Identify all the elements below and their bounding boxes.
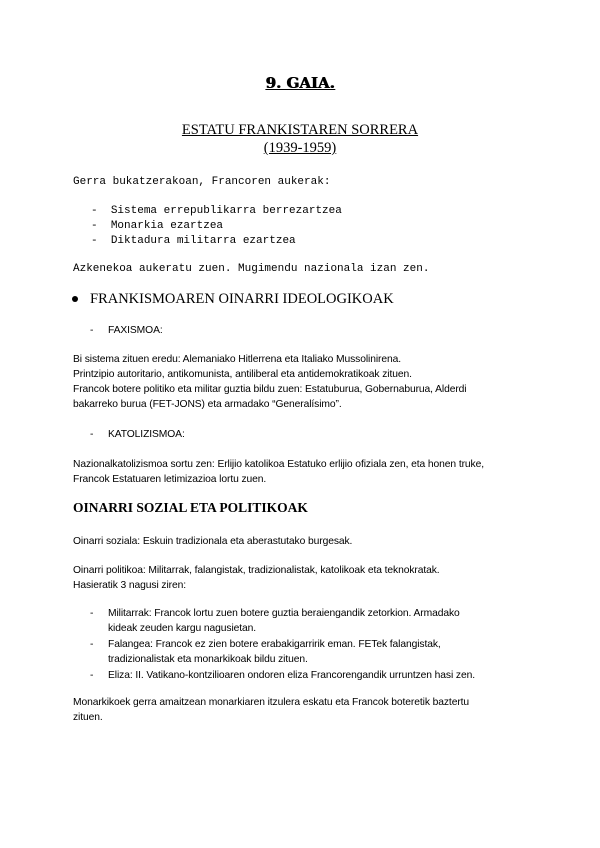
bullet-icon — [72, 296, 78, 302]
list-item: - Falangea: Francok ez zien botere erabakigarririk eman. FETek falangistak, tradizionalistak eta monarkikoak bildu zituen. — [90, 639, 441, 665]
monarchists-paragraph: Monarkikoek gerra amaitzean monarkiaren itzulera eskatu eta Francok boteretik baztertu zituen. — [73, 697, 470, 723]
ideology-heading-text: FRANKISMOAREN OINARRI IDEOLOGIKOAK — [90, 291, 394, 307]
chosen-text: Azkenekoa aukeratu zuen. Mugimendu nazionala izan zen. — [73, 263, 430, 275]
list-item: - Monarkia ezartzea — [91, 220, 224, 232]
list-item: - Diktadura militarra ezartzea — [91, 235, 296, 247]
dash: - — [90, 325, 94, 336]
groups-list — [90, 606, 530, 684]
list-item: - Eliza: II. Vatikano-kontzilioaren ondoren eliza Francorengandik urruntzen hasi zen. — [90, 670, 475, 681]
social-base-text: Oinarri soziala: Eskuin tradizionala eta aberastutako burgesak. — [73, 536, 353, 547]
dash: - — [91, 220, 98, 232]
options-list — [91, 204, 342, 249]
ideology-heading — [90, 291, 394, 308]
intro-text: Gerra bukatzerakoan, Francoren aukerak: — [73, 176, 331, 188]
social-political-heading: OINARRI SOZIAL ETA POLITIKOAK — [73, 500, 308, 515]
chapter-title: 9. GAIA. — [265, 74, 335, 92]
dash: - — [90, 429, 94, 440]
dash: - — [91, 205, 98, 217]
political-base-paragraph: Oinarri politikoa: Militarrak, falangistak, tradizionalistak, katolikoak eta teknokratak. Hasieratik 3 nagusi ziren: — [73, 565, 440, 591]
dash: - — [91, 235, 98, 247]
katolizismo-paragraph: Nazionalkatolizismoa sortu zen: Erlijio katolikoa Estatuko erlijio ofiziala zen, eta honen truke, Francok Estatuaren letimizazioa lortu zuen. — [73, 459, 484, 485]
katolizismo-label: KATOLIZISMOA: — [108, 429, 185, 440]
faxismo-label: FAXISMOA: — [108, 325, 163, 336]
document-title: ESTATU FRANKISTAREN SORRERA — [181, 122, 419, 138]
document-title-years: (1939-1959) — [263, 140, 337, 156]
list-item: - Militarrak: Francok lortu zuen botere guztia beraiengandik zetorkion. Armadako kideak zeuden kargu nagusietan. — [90, 608, 460, 634]
list-item: - Sistema errepublikarra berrezartzea — [91, 205, 342, 217]
faxismo-paragraph: Bi sistema zituen eredu: Alemaniako Hitlerrena eta Italiako Mussolinirena. Printzipio autoritario, antikomunista, antiliberal eta antidemokratikoak zituen. Francok botere politiko eta militar guztia bildu zuen: Estatuburua, Gobernaburua, Alderdi bakarreko burua (FET-JONS) eta armadako “Generalísimo”. — [73, 354, 467, 410]
